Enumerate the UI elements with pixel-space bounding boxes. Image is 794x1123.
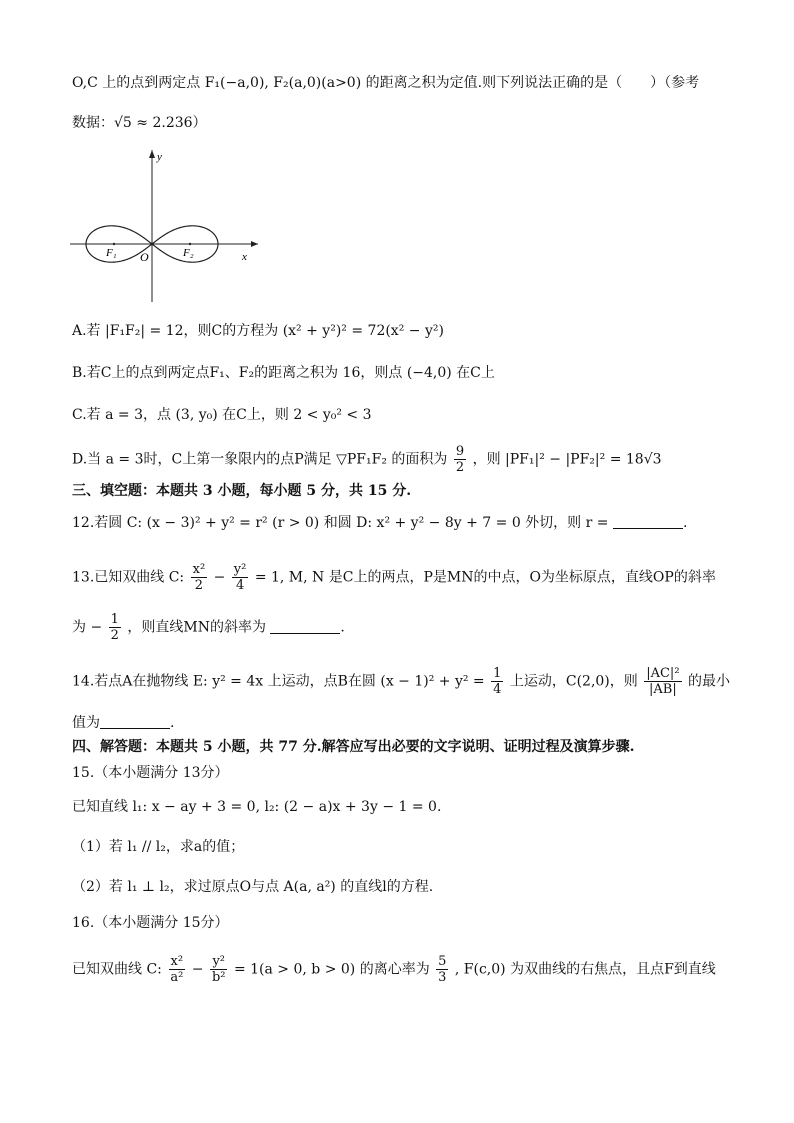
q14-frac-quarter (491, 666, 503, 697)
q13-line1 (72, 562, 716, 593)
option-c: C.若 a = 3，点 (3, y₀) 在C上，则 2 < y₀² < 3 (72, 407, 372, 423)
q12-text: 12.若圆 C: (x − 3)² + y² = r² (r > 0) 和圆 D: x² + y² − 8y + 7 = 0 外切，则 r = (72, 515, 609, 531)
q16-title: 16.（本小题满分 15分） (72, 915, 229, 931)
q13-frac-y (232, 562, 249, 593)
q13-answer-blank[interactable] (270, 619, 340, 634)
q13-line2 (72, 612, 345, 643)
q14-pre: 14.若点A在抛物线 E: y² = 4x 上运动，点B在圆 (x − 1)² + y² = (72, 673, 485, 690)
q13-pre: 13.已知双曲线 C: (72, 569, 185, 586)
section-3-heading: 三、填空题：本题共 3 小题，每小题 5 分，共 15 分. (72, 483, 412, 499)
q14-frac-quarter-den: 4 (493, 682, 502, 697)
q13-post: = 1, M, N 是C上的两点，P是MN的中点，O为坐标原点，直线OP的斜率 (254, 569, 716, 586)
f1-label: F₁ (106, 247, 117, 259)
q16-frac-x-den: a² (170, 970, 184, 985)
q13-frac-half (109, 612, 121, 643)
q16-frac-y-den: b² (211, 970, 226, 985)
q16-frac-ecc (436, 954, 448, 985)
q16-pre: 已知双曲线 C: (72, 961, 162, 978)
q13-frac-half-num: 1 (110, 612, 119, 627)
q12 (72, 512, 687, 534)
lemniscate-svg (70, 148, 260, 306)
q14-end: . (170, 715, 175, 731)
q11-stem-line2: 数据：√5 ≈ 2.236） (72, 115, 207, 131)
option-d-num: 9 (455, 444, 465, 459)
option-d (72, 444, 662, 475)
q14-line2 (72, 712, 174, 734)
q13-line2-post: ，则直线MN的斜率为 (127, 619, 266, 636)
q13-frac-half-den: 2 (110, 628, 119, 643)
q15-part2: （2）若 l₁ ⊥ l₂，求过原点O与点 A(a, a²) 的直线l的方程. (72, 879, 434, 895)
f2-point (189, 243, 191, 245)
q16-frac-x-num: x² (170, 954, 184, 969)
q14-mid: 上运动，C(2,0)，则 (509, 673, 638, 690)
f2-label: F₂ (183, 247, 194, 259)
q16-post1: = 1(a > 0, b > 0) 的离心率为 (233, 961, 430, 978)
option-d-fraction (454, 444, 466, 475)
q14-frac-quarter-num: 1 (493, 666, 502, 681)
q16-frac-ecc-num: 5 (438, 954, 447, 969)
q13-frac-x-den: 2 (194, 578, 204, 593)
section-4-heading: 四、解答题：本题共 5 小题，共 77 分.解答应写出必要的文字说明、证明过程及演算步骤. (72, 739, 635, 755)
q13-frac-y-num: y² (233, 562, 247, 577)
q14-line2-text: 值为 (72, 715, 100, 731)
option-d-post: ，则 |PF₁|² − |PF₂|² = 18√3 (472, 451, 662, 468)
q16-frac-ecc-den: 3 (438, 970, 447, 985)
q16-stem (72, 954, 716, 985)
q13-frac-y-den: 4 (235, 578, 245, 593)
q13-frac-x-num: x² (192, 562, 206, 577)
q13-end: . (340, 619, 345, 636)
option-d-den: 2 (455, 460, 465, 475)
q14-frac-ratio-num: |AC|² (646, 666, 680, 681)
q14-post: 的最小 (687, 673, 730, 690)
axis-label-x: x (242, 251, 247, 263)
lemniscate-figure (70, 148, 260, 306)
q11-stem-line1: O,C 上的点到两定点 F₁(−a,0), F₂(a,0)(a>0) 的距离之积为定值.则下列说法正确的是（ ）（参考 (72, 75, 700, 91)
option-b: B.若C上的点到两定点F₁、F₂的距离之积为 16，则点 (−4,0) 在C上 (72, 365, 495, 381)
option-a: A.若 |F₁F₂| = 12，则C的方程为 (x² + y²)² = 72(x² − y²) (72, 323, 444, 339)
q14-frac-ratio-den: |AB| (649, 682, 677, 697)
q16-frac-y-num: y² (212, 954, 225, 969)
f1-point (113, 243, 115, 245)
q16-frac-x (168, 954, 185, 985)
q14-line1 (72, 666, 730, 697)
q13-frac-x (191, 562, 208, 593)
x-axis-arrow-icon (251, 241, 258, 247)
y-axis-arrow-icon (149, 150, 155, 158)
q12-answer-blank[interactable] (613, 514, 683, 529)
q16-post2: , F(c,0) 为双曲线的右焦点，且点F到直线 (454, 961, 716, 978)
q15-title: 15.（本小题满分 13分） (72, 765, 229, 781)
axis-label-y: y (157, 151, 162, 163)
q15-part1: （1）若 l₁ // l₂，求a的值； (72, 839, 245, 855)
option-d-pre: D.当 a = 3时，C上第一象限内的点P满足 ▽PF₁F₂ 的面积为 (72, 451, 448, 468)
q16-minus: − (191, 961, 204, 978)
q14-answer-blank[interactable] (100, 714, 170, 729)
q14-frac-ratio (644, 666, 681, 697)
q13-line2-pre: 为 − (72, 619, 103, 636)
q16-frac-y (210, 954, 228, 985)
q13-minus: − (213, 569, 226, 586)
q15-stem: 已知直线 l₁: x − ay + 3 = 0, l₂: (2 − a)x + 3y − 1 = 0. (72, 799, 442, 815)
origin-label: O (140, 250, 149, 264)
q12-end: . (682, 515, 688, 531)
